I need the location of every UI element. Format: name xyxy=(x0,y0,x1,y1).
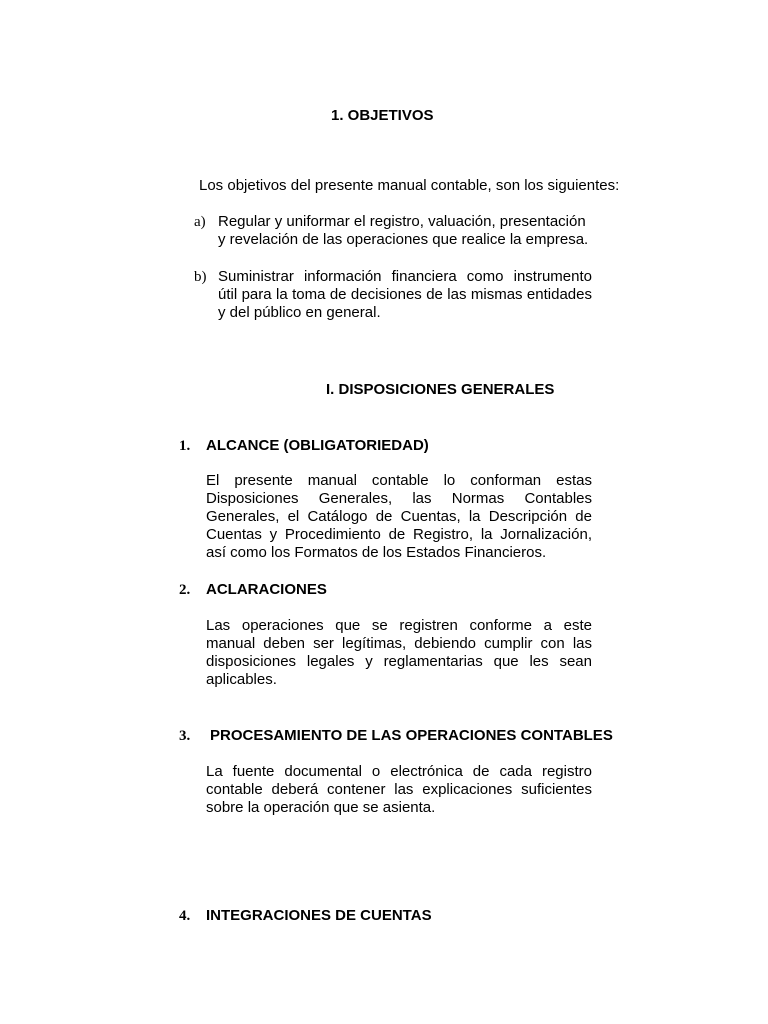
section-number: 3. xyxy=(179,728,191,744)
section-body-line: aplicables. xyxy=(206,671,277,688)
objetivos-intro: Los objetivos del presente manual contable, son los siguientes: xyxy=(199,177,620,194)
section-title-aclaraciones: ACLARACIONES xyxy=(206,581,327,598)
section-body-line: disposiciones legales y reglamentarias que les sean xyxy=(206,653,592,670)
disposiciones-heading: I. DISPOSICIONES GENERALES xyxy=(326,381,555,398)
section-title-alcance: ALCANCE (OBLIGATORIEDAD) xyxy=(206,437,429,454)
section-body-line: Generales, el Catálogo de Cuentas, la Descripción de xyxy=(206,508,592,525)
list-item-a-line: y revelación de las operaciones que realice la empresa. xyxy=(218,231,589,248)
list-item-marker-b: b) xyxy=(194,269,207,285)
list-item-b-text xyxy=(218,268,592,322)
section-body-line: Las operaciones que se registren conforme a este xyxy=(206,617,592,634)
list-item-b-line: Suministrar información financiera como instrumento xyxy=(218,268,592,285)
section-number: 1. xyxy=(179,438,191,454)
list-item-b-line: útil para la toma de decisiones de las mismas entidades xyxy=(218,286,592,303)
section-title-procesamiento: PROCESAMIENTO DE LAS OPERACIONES CONTABLES xyxy=(210,727,613,744)
section-title-integraciones: INTEGRACIONES DE CUENTAS xyxy=(206,907,432,924)
section-body-procesamiento xyxy=(206,763,592,817)
section-body-line: así como los Formatos de los Estados Financieros. xyxy=(206,544,547,561)
list-item-marker-a: a) xyxy=(194,214,206,230)
list-item-a-text xyxy=(218,213,592,249)
section-body-line: sobre la operación que se asienta. xyxy=(206,799,436,816)
section-body-alcance xyxy=(206,472,592,562)
list-item-a-line: Regular y uniformar el registro, valuación, presentación xyxy=(218,213,586,230)
objetivos-heading: 1. OBJETIVOS xyxy=(331,107,434,124)
section-body-line: Cuentas y Procedimiento de Registro, la Jornalización, xyxy=(206,526,592,543)
section-body-line: La fuente documental o electrónica de cada registro xyxy=(206,763,592,780)
section-body-line: contable deberá contener las explicaciones suficientes xyxy=(206,781,592,798)
list-item-b-line: y del público en general. xyxy=(218,304,381,321)
section-body-aclaraciones xyxy=(206,617,592,689)
section-body-line: manual deben ser legítimas, debiendo cumplir con las xyxy=(206,635,592,652)
section-number: 2. xyxy=(179,582,191,598)
section-number: 4. xyxy=(179,908,191,924)
section-body-line: Disposiciones Generales, las Normas Contables xyxy=(206,490,592,507)
section-body-line: El presente manual contable lo conforman estas xyxy=(206,472,592,489)
